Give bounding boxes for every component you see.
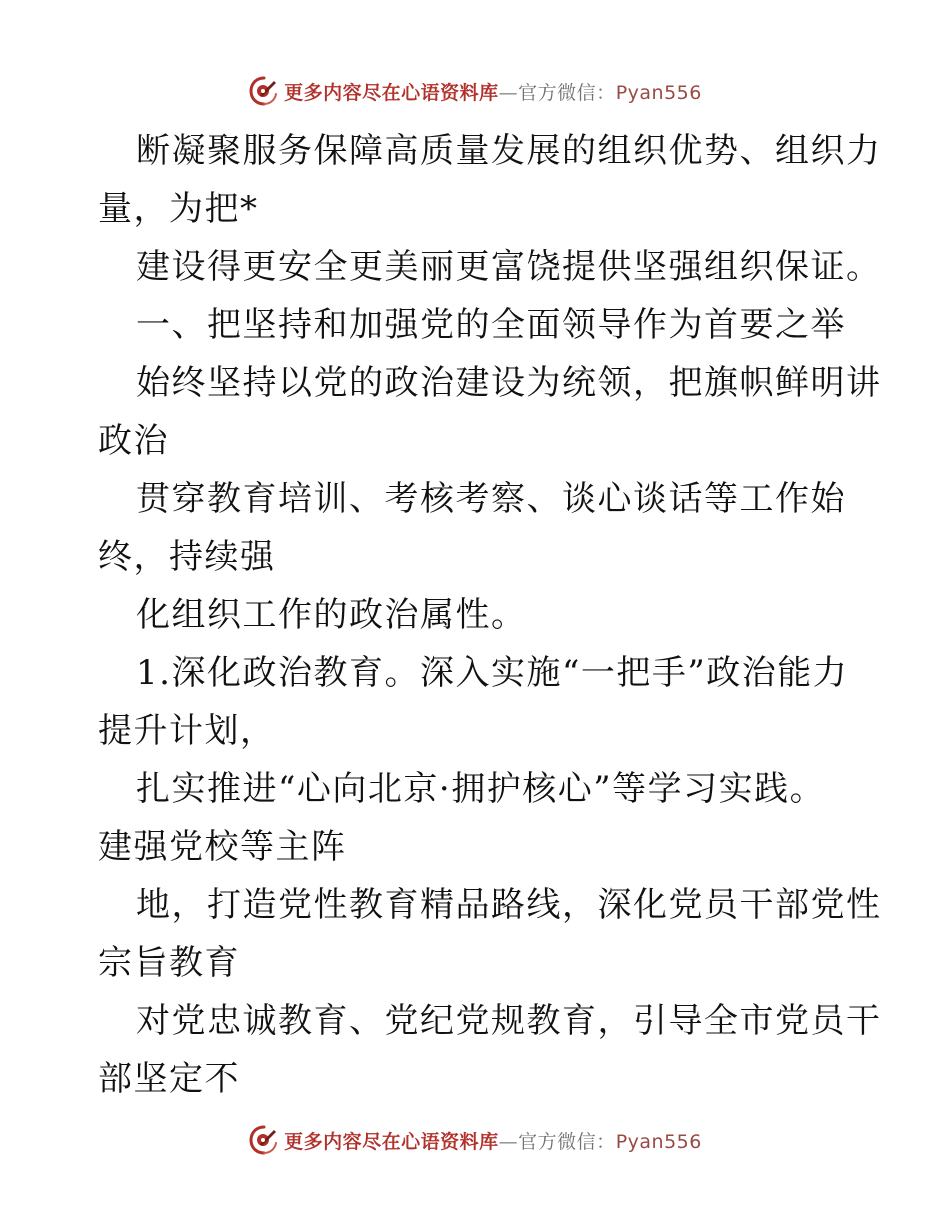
body-line: 建强党校等主阵 bbox=[98, 827, 347, 867]
footer-main-text: 更多内容尽在心语资料库 bbox=[284, 1130, 499, 1153]
header-main-text: 更多内容尽在心语资料库 bbox=[284, 81, 499, 104]
footer-watermark bbox=[0, 1120, 950, 1160]
body-line: 化组织工作的政治属性。 bbox=[136, 595, 527, 635]
body-line: 始终坚持以党的政治建设为统领，把旗帜鲜明讲 bbox=[136, 363, 882, 403]
body-line: 终，持续强 bbox=[98, 537, 276, 577]
body-line: 政治 bbox=[98, 421, 169, 461]
header-dash: — bbox=[498, 81, 519, 104]
header-sub-text: 官方微信： bbox=[518, 81, 616, 104]
section-heading: 一、把坚持和加强党的全面领导作为首要之举 bbox=[136, 305, 846, 345]
footer-sub-text: 官方微信： bbox=[518, 1130, 616, 1153]
body-line: 贯穿教育培训、考核考察、谈心谈话等工作始 bbox=[136, 479, 846, 519]
body-line: 地，打造党性教育精品路线，深化党员干部党性 bbox=[136, 885, 882, 925]
body-line: 断凝聚服务保障高质量发展的组织优势、组织力 bbox=[136, 131, 882, 171]
document-body bbox=[98, 122, 882, 1108]
pen-logo-icon bbox=[248, 75, 280, 107]
body-line: 提升计划， bbox=[98, 711, 276, 751]
body-line: 扎实推进“心向北京·拥护核心”等学习实践。 bbox=[136, 769, 826, 809]
body-line: 量，为把* bbox=[98, 189, 259, 229]
body-line: 1.深化政治教育。深入实施“一把手”政治能力 bbox=[136, 653, 849, 693]
header-wechat-id: Pyan556 bbox=[615, 81, 702, 104]
footer-dash: — bbox=[498, 1130, 519, 1153]
header-watermark bbox=[0, 71, 950, 111]
pen-logo-icon bbox=[248, 1124, 280, 1156]
body-line: 对党忠诚教育、党纪党规教育，引导全市党员干 bbox=[136, 1001, 882, 1041]
footer-wechat-id: Pyan556 bbox=[615, 1130, 702, 1153]
body-line: 部坚定不 bbox=[98, 1059, 240, 1099]
body-line: 宗旨教育 bbox=[98, 943, 240, 983]
body-line: 建设得更安全更美丽更富饶提供坚强组织保证。 bbox=[136, 247, 882, 287]
